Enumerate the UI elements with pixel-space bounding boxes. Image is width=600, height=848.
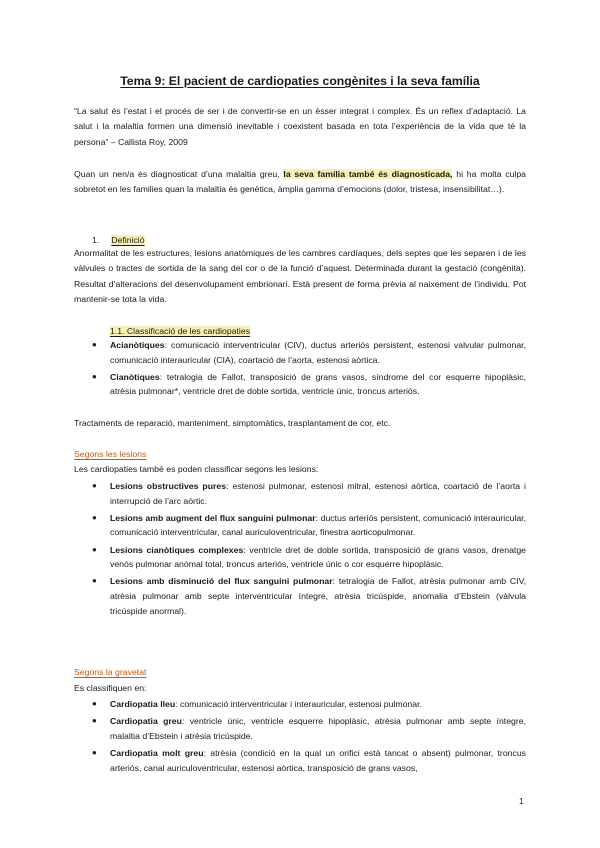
definition-paragraph: Anormalitat de les estructures, lesions anatòmiques de les cambres cardíaques, dels septes que les separen i de les vàlvules o tractes de sortida de la sang del cor o de la funció d’aquest. Determinada durant la gestació (congènita). Resultat d’alteracions del desenvolupament embrionari. Està present de forma prèvia al naixement de l’individu. Pot mantenir-se tota la vida. <box>74 248 526 304</box>
treatments-line: Tractaments de reparació, manteniment, simptomàtics, trasplantament de cor, etc. <box>74 418 391 428</box>
list-item <box>92 370 526 399</box>
item-term: Cardiopatia lleu <box>110 699 176 709</box>
section-number: 1. <box>92 235 100 245</box>
item-text: : ventricle dret de doble sortida, transposició de grans vasos, drenatge venós pulmonar anòmal total, troncus arteriós, ventricle únic o cor esquerre hipoplàsic. <box>110 544 526 570</box>
item-term: Lesions obstructives pures <box>110 481 227 491</box>
lesions-list <box>92 479 527 621</box>
page-title: Tema 9: El pacient de cardiopaties congènites i la seva família <box>120 74 480 88</box>
bullet-icon: ● <box>92 699 97 708</box>
item-text: : estenosi pulmonar, estenosi mitral, estenosi aòrtica, coartació de l’aorta i interrupció de l’arc aòrtic. <box>110 481 526 506</box>
bullet-icon: ● <box>92 747 97 757</box>
subsection-heading <box>110 325 250 338</box>
item-term: Acianòtiques <box>110 340 165 350</box>
list-item <box>92 543 526 572</box>
item-text: : tetralogia de Fallot, atrèsia pulmonar amb CIV, atrèsia pulmonar amb septe interventricular íntegre, atrèsia tricúspide, anomalia d’Ebstein (vàlvula tricúspide anormal). <box>110 576 526 616</box>
item-term: Cianòtiques <box>110 371 160 382</box>
intro-text-start: Quan un nen/a és diagnosticat d’una malaltia greu, <box>74 169 284 179</box>
list-item <box>92 697 526 712</box>
item-term: Lesions amb disminució del flux sanguini pulmonar <box>110 576 333 587</box>
quote-paragraph: “La salut és l’estat i el procés de ser i de convertir-se en un èsser integrat i complex. És un reflex d’adaptació. La salut i la malaltia formen una dimensió inevitable i coexistent basada en tota l’experiència de la vida que té la persona” – Callista Roy, 2009 <box>74 106 526 147</box>
bullet-icon: ● <box>92 716 97 726</box>
item-text: : comunicació interventricular (CIV), ductus arteriós persistent, estenosi valvular pulmonar, comunicació interauricular (CIA), coartació de l’aorta, estenosi aòrtica. <box>110 340 526 365</box>
item-text: : ductus arteriós persistent, comunicació interauricular, comunicació interventricular, canal auriculoventricular, finestra aorticopulmonar. <box>110 512 527 538</box>
item-text: : tetralogia de Fallot, transposició de grans vasos, síndrome del cor esquerre hipoplàsic, atrèsia pulmonar*, ventricle dret de doble sortida, ventricle únic, troncus arteriós. <box>110 371 526 397</box>
list-item <box>92 338 526 367</box>
gravetat-list <box>92 697 526 778</box>
section-title: Definició <box>111 235 145 245</box>
gravetat-intro: Es classifiquen en: <box>74 683 147 693</box>
highlighted-text: la seva família també és diagnosticada, <box>283 169 453 179</box>
subsection-title: 1.1. Classificació de les cardiopaties <box>110 326 251 336</box>
bullet-icon: ● <box>92 576 97 586</box>
item-term: Lesions cianòtiques complexes <box>110 544 244 555</box>
item-text: : ventricle únic, ventricle esquerre hipoplàsic, atrèsia pulmonar amb septe íntegre, malaltia d’Ebstein i atrèsia tricúspide. <box>110 716 526 741</box>
bullet-icon: ● <box>92 371 97 381</box>
item-term: Cardiopatia greu <box>110 716 182 727</box>
lesions-heading: Segons les lesions <box>74 449 147 459</box>
gravetat-heading: Segons la gravetat <box>74 667 147 677</box>
item-text: : atrèsia (condició en la qual un orifici està tancat o absent) pulmonar, troncus arteriós, canal auriculoventricular, estenosi aòrtica, transposició de grans vasos, <box>110 747 526 773</box>
lesions-intro: Les cardiopaties també es poden classificar segons les lesions: <box>74 464 319 474</box>
bullet-icon: ● <box>92 512 97 522</box>
list-item <box>92 574 526 618</box>
intro-text-end: hi ha molta culpa sobretot en les families quan la malaltia és genètica, àmplia gamma d’emocions (dolor, tristesa, insensibilitat…). <box>74 169 527 195</box>
bullet-icon: ● <box>92 481 97 490</box>
classification-list <box>92 338 526 402</box>
list-item <box>92 714 526 743</box>
list-item <box>92 746 526 775</box>
item-term: Lesions amb augment del flux sanguini pulmonar <box>110 512 316 523</box>
intro-paragraph <box>74 167 526 198</box>
bullet-icon: ● <box>92 544 97 554</box>
item-text: : comunicació interventricular i interauricular, estenosi pulmonar. <box>175 699 422 709</box>
item-term: Cardiopatia molt greu <box>110 747 204 758</box>
bullet-icon: ● <box>92 340 97 349</box>
list-item <box>92 479 526 508</box>
list-item <box>92 511 527 540</box>
page-number: 1 <box>519 796 524 806</box>
